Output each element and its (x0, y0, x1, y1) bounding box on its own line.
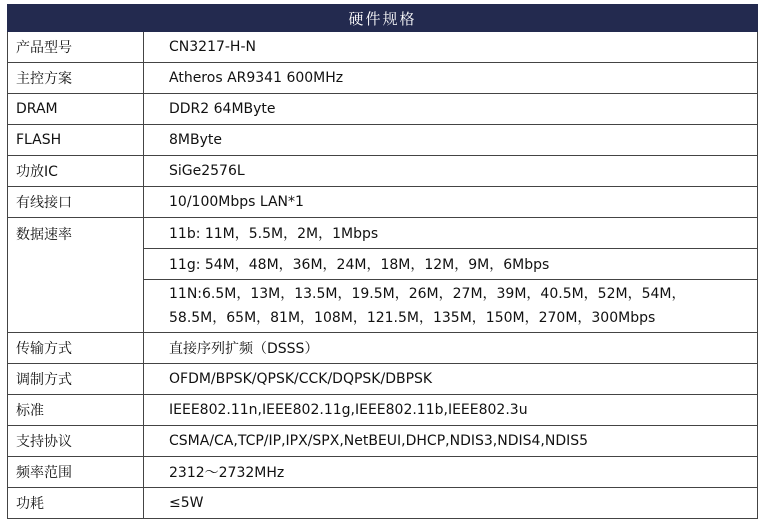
spec-value: Atheros AR9341 600MHz (144, 63, 758, 94)
spec-label: 有线接口 (8, 187, 144, 218)
spec-label: 标准 (8, 395, 144, 426)
hardware-spec-table (7, 4, 758, 519)
table-row (8, 333, 758, 364)
spec-label: 数据速率 (8, 218, 144, 333)
spec-label: 主控方案 (8, 63, 144, 94)
spec-value: 11g: 54M，48M，36M，24M，18M，12M，9M，6Mbps (144, 249, 758, 280)
spec-value: ≤5W (144, 488, 758, 519)
spec-label: FLASH (8, 125, 144, 156)
table-row (8, 395, 758, 426)
spec-label: 频率范围 (8, 457, 144, 488)
spec-value: CN3217-H-N (144, 32, 758, 63)
spec-value: 10/100Mbps LAN*1 (144, 187, 758, 218)
table-row (8, 32, 758, 63)
spec-value: 直接序列扩频（DSSS） (144, 333, 758, 364)
table-row (8, 125, 758, 156)
table-row (8, 94, 758, 125)
spec-value: 11N:6.5M，13M，13.5M，19.5M，26M，27M，39M，40.5M，52M，54M，58.5M，65M，81M，108M，121.5M，135M，150M，270M，300Mbps (144, 280, 758, 333)
table-row (8, 218, 758, 249)
table-row (8, 457, 758, 488)
spec-value: 2312～2732MHz (144, 457, 758, 488)
spec-label: 调制方式 (8, 364, 144, 395)
table-title: 硬件规格 (8, 5, 758, 32)
table-row (8, 488, 758, 519)
spec-label: 支持协议 (8, 426, 144, 457)
spec-label: 功放IC (8, 156, 144, 187)
spec-value: 11b: 11M，5.5M，2M，1Mbps (144, 218, 758, 249)
spec-value: OFDM/BPSK/QPSK/CCK/DQPSK/DBPSK (144, 364, 758, 395)
spec-value: CSMA/CA,TCP/IP,IPX/SPX,NetBEUI,DHCP,NDIS3,NDIS4,NDIS5 (144, 426, 758, 457)
spec-label: DRAM (8, 94, 144, 125)
table-row (8, 364, 758, 395)
spec-value: DDR2 64MByte (144, 94, 758, 125)
spec-label: 功耗 (8, 488, 144, 519)
table-row (8, 426, 758, 457)
table-row (8, 63, 758, 94)
spec-value: IEEE802.11n,IEEE802.11g,IEEE802.11b,IEEE802.3u (144, 395, 758, 426)
spec-value: 8MByte (144, 125, 758, 156)
table-row (8, 187, 758, 218)
table-row (8, 156, 758, 187)
table-header-row (8, 5, 758, 32)
spec-label: 传输方式 (8, 333, 144, 364)
spec-value: SiGe2576L (144, 156, 758, 187)
spec-label: 产品型号 (8, 32, 144, 63)
